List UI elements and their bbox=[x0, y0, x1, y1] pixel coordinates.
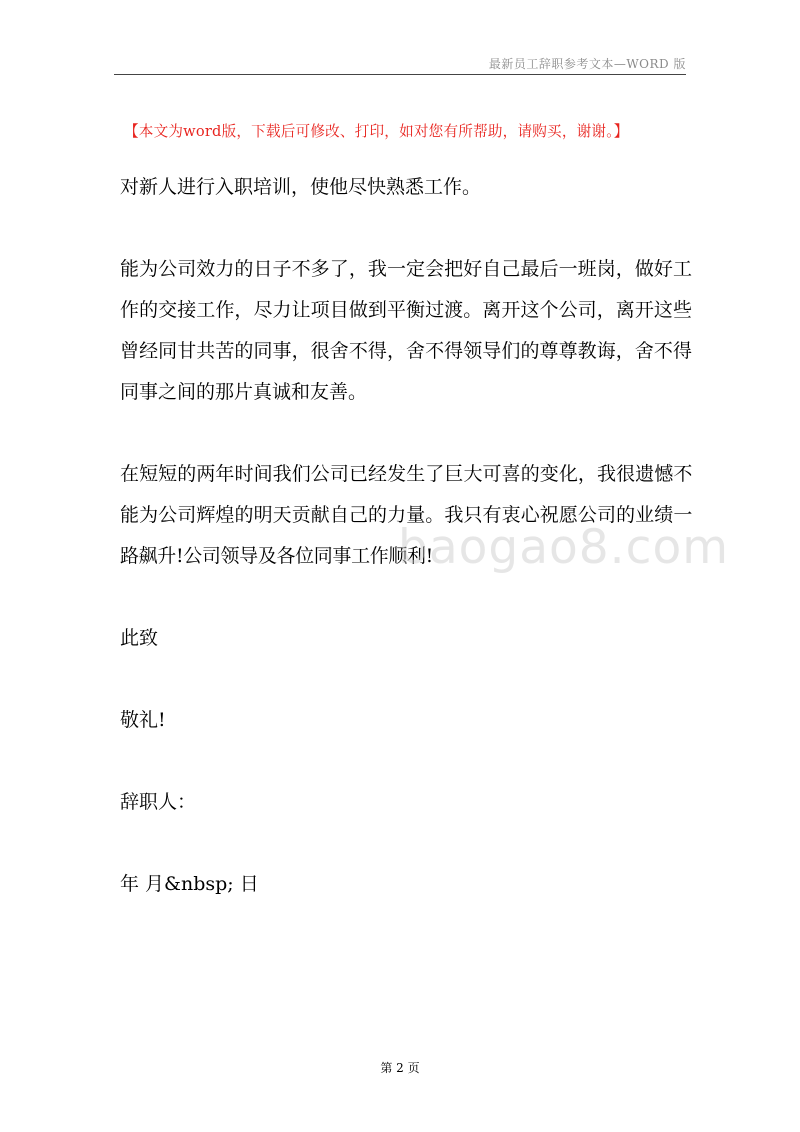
date-line: 年 月&nbsp; 日 bbox=[120, 873, 259, 895]
closing-regards: 敬礼! bbox=[120, 709, 166, 731]
signature-line: 辞职人： bbox=[120, 791, 197, 813]
header-divider bbox=[114, 74, 686, 75]
page-header-title: 最新员工辞职参考文本—WORD 版 bbox=[488, 57, 686, 71]
page-number: 第 2 页 bbox=[380, 1061, 420, 1075]
closing-salutation: 此致 bbox=[120, 627, 159, 649]
purchase-notice: 【本文为word版，下载后可修改、打印，如对您有所帮助，请购买，谢谢。】 bbox=[124, 123, 629, 140]
letter-body bbox=[120, 167, 692, 946]
watermark-text: baogao8.com bbox=[398, 520, 730, 575]
paragraph-training: 对新人进行入职培训，使他尽快熟悉工作。 bbox=[120, 176, 482, 198]
paragraph-wishes: 在短短的两年时间我们公司已经发生了巨大可喜的变化，我很遗憾不能为公司辉煌的明天贡献自己的力量。我只有衷心祝愿公司的业绩一路飙升!公司领导及各位同事工作顺利! bbox=[120, 463, 692, 567]
paragraph-handover: 能为公司效力的日子不多了，我一定会把好自己最后一班岗，做好工作的交接工作，尽力让项目做到平衡过渡。离开这个公司，离开这些曾经同甘共苦的同事，很舍不得，舍不得领导们的尊尊教诲，舍不得同事之间的那片真诚和友善。 bbox=[120, 258, 692, 403]
